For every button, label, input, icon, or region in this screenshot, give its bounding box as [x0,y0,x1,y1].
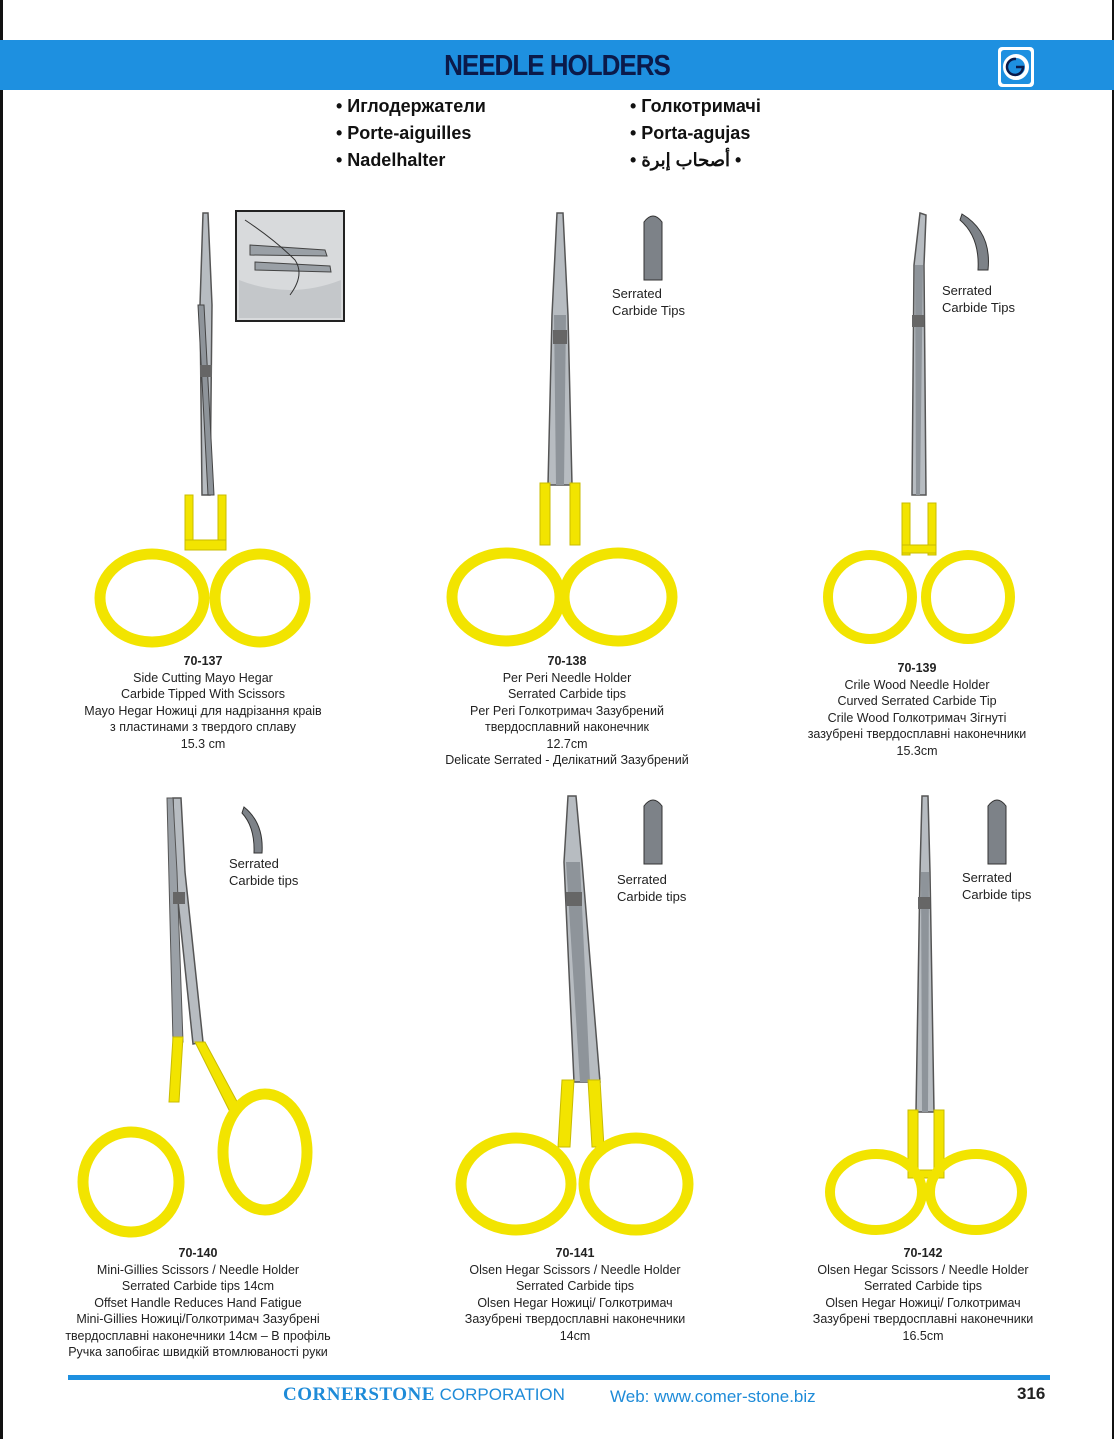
caption-line: Carbide Tipped With Scissors [121,687,285,701]
caption-line: Serrated Carbide tips [515,1279,635,1293]
language-item: • Иглодержатели [336,96,486,116]
caption-line: Per Peri Needle Holder [502,670,632,685]
curved-serrated-tip-icon [958,212,998,272]
caption-line: Delicate Serrated - Делікатний Зазубрений [445,753,689,767]
caption-line: Olsen Hegar Scissors / Needle Holder [469,1262,681,1277]
caption-line: твердосплавні наконечники 14см – В профіль [65,1328,331,1343]
footer-brand [283,1384,565,1406]
caption-line: Curved Serrated Carbide Tip [837,694,997,708]
caption-line: Offset Handle Reduces Hand Fatigue [94,1295,302,1310]
tip-callout [229,855,298,889]
callout-line: Serrated [962,870,1012,885]
caption-line: Serrated Carbide tips [507,687,627,701]
tip-callout [617,871,686,905]
page-number: 316 [1017,1384,1046,1403]
callout-line: Serrated [229,856,279,871]
caption-line: твердосплавний наконечник [484,720,650,734]
callout-line: Serrated [942,283,992,298]
language-item: • Porta-agujas [630,123,751,143]
caption-line: Serrated Carbide tips [863,1279,983,1293]
language-item: • Porte-aiguilles [336,123,472,143]
tip-callout [612,285,685,319]
callout-line: Carbide tips [229,873,299,888]
callout-line: Serrated [617,872,667,887]
caption-line: 14cm [559,1328,591,1343]
serrated-tip-icon [640,212,666,282]
caption-line: Side Cutting Mayo Hegar [133,670,273,685]
caption-line: зазубрені твердосплавні наконечники [807,727,1027,741]
language-item: • Nadelhalter [336,150,446,170]
product-caption-70-140 [38,1245,358,1361]
tip-callout [962,869,1031,903]
caption-line: Olsen Hegar Ножиці/ Голкотримач [825,1295,1021,1310]
caption-line: з пластинами з твердого сплаву [110,720,296,734]
product-caption-70-139 [762,660,1072,759]
language-item: • أصحاب إبرة • [630,150,742,170]
serrated-tip-icon [984,796,1010,866]
caption-line: Serrated Carbide tips 14cm [121,1279,275,1293]
caption-line: Olsen Hegar Ножиці/ Голкотримач [477,1295,673,1310]
detail-inset-image [235,210,345,322]
product-code: 70-142 [903,1246,943,1260]
product-caption-70-141 [420,1245,730,1344]
callout-line: Carbide tips [962,887,1032,902]
footer-divider [68,1375,1050,1380]
serrated-tip-icon [640,796,666,866]
caption-line: Olsen Hegar Scissors / Needle Holder [817,1262,1029,1277]
caption-line: Ручка запобігає швидкій втомлюваності руки [68,1345,328,1359]
curved-serrated-tip-icon [240,805,270,855]
language-list-right [630,93,761,174]
cornerstone-logo-icon [996,45,1036,89]
footer-website: Web: www.comer-stone.biz [610,1387,816,1406]
caption-line: 12.7cm [546,736,588,751]
caption-line: Mini-Gillies Scissors / Needle Holder [96,1262,300,1277]
page-title: NEEDLE HOLDERS [444,48,670,82]
caption-line: Зазубрені твердосплавні наконечники [464,1312,686,1326]
tip-callout [942,282,1015,316]
caption-line: 15.3cm [896,743,938,758]
product-code: 70-139 [897,661,937,675]
caption-line: Crile Wood Голкотримач Зігнуті [827,710,1007,725]
product-caption-70-138 [412,653,722,769]
caption-line: Crile Wood Needle Holder [844,677,990,692]
brand-name: CORNERSTONE [283,1384,435,1405]
caption-line: 15.3 cm [180,736,226,751]
callout-line: Serrated [612,286,662,301]
callout-line: Carbide Tips [612,303,685,318]
caption-line: 16.5cm [902,1328,944,1343]
caption-line: Mini-Gillies Ножиці/Голкотримач Зазубрені [76,1312,320,1326]
callout-line: Carbide tips [617,889,687,904]
page-border-left [0,0,3,1439]
caption-line: Per Peri Голкотримач Зазубрений [469,703,664,718]
product-code: 70-141 [555,1246,595,1260]
brand-suffix: CORPORATION [434,1385,565,1404]
product-code: 70-140 [178,1246,218,1260]
product-caption-70-137 [48,653,358,752]
product-code: 70-138 [547,654,587,668]
language-item: • Голкотримачі [630,96,761,116]
caption-line: Зазубрені твердосплавні наконечники [812,1312,1034,1326]
caption-line: Mayo Hegar Ножиці для надрізання краів [84,703,322,718]
product-caption-70-142 [768,1245,1078,1344]
product-code: 70-137 [183,654,223,668]
callout-line: Carbide Tips [942,300,1015,315]
language-list-left [336,93,486,174]
